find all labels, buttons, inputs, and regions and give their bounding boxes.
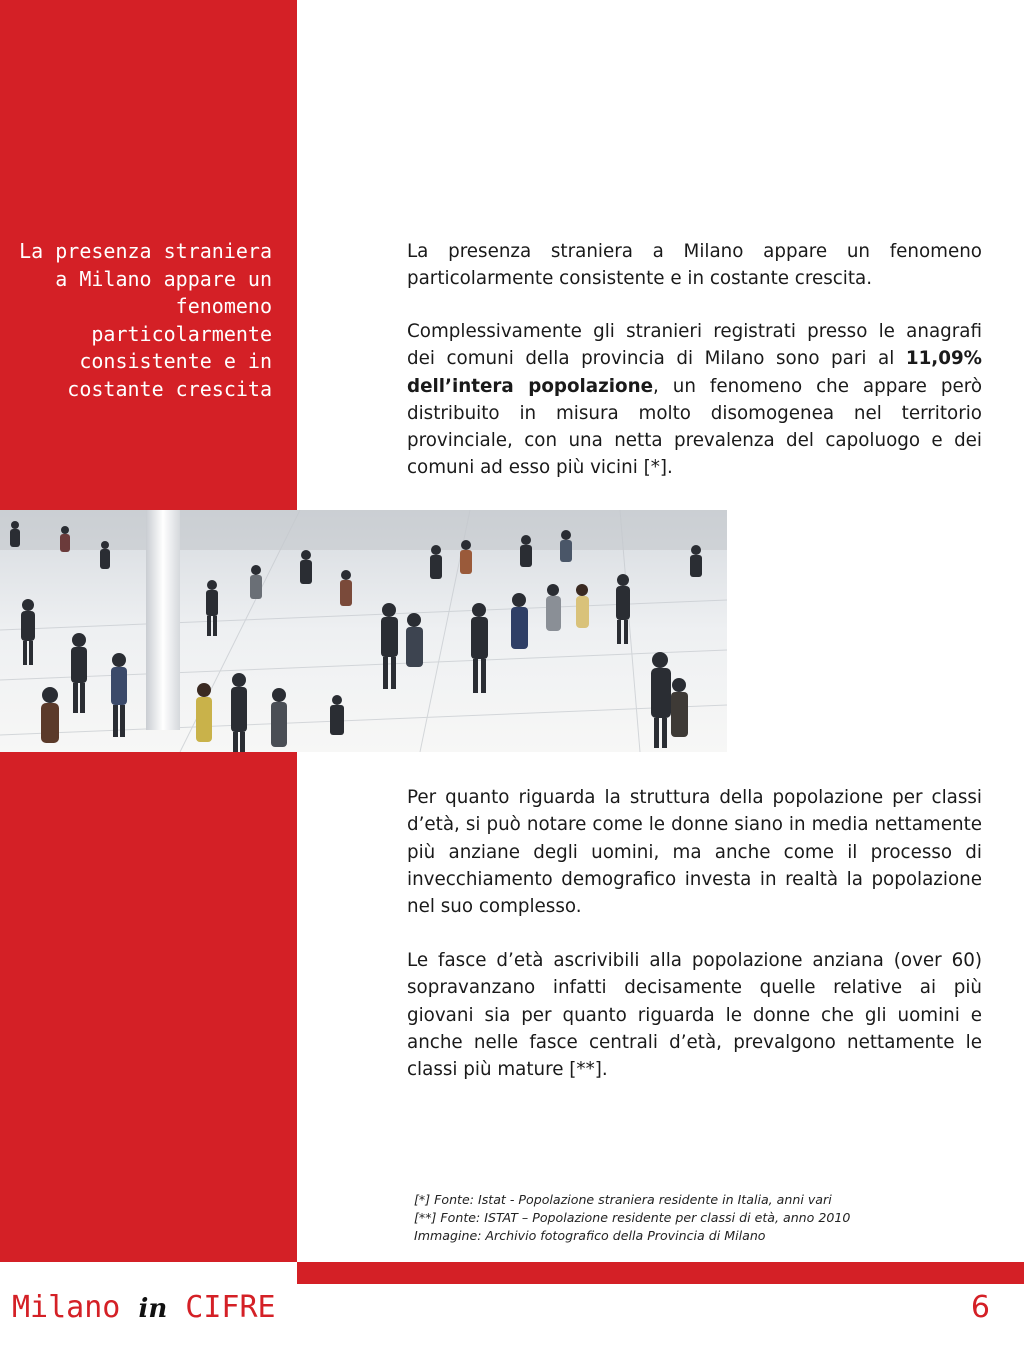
publication-title bbox=[12, 1290, 276, 1325]
paragraph-intro-text: La presenza straniera a Milano appare un fenomeno particolarmente consistente e in costante crescita. bbox=[407, 241, 982, 290]
image-credit: Immagine: Archivio fotografico della Provincia di Milano bbox=[414, 1228, 766, 1243]
pull-quote: La presenza straniera a Milano appare un fenomeno particolarmente consistente e in costante crescita bbox=[19, 239, 272, 401]
title-cifre: CIFRE bbox=[185, 1290, 276, 1325]
paragraph-struttura bbox=[407, 784, 982, 920]
title-in: in bbox=[138, 1294, 168, 1324]
crowd-photo bbox=[0, 510, 727, 752]
paragraph-stranieri-start: Complessivamente gli stranieri registrati presso le anagrafi dei comuni della provincia di Milano sono pari al bbox=[407, 321, 982, 370]
footnote-1: [*] Fonte: Istat - Popolazione straniera residente in Italia, anni vari bbox=[414, 1192, 832, 1207]
paragraph-fasce bbox=[407, 947, 982, 1083]
footer-bar bbox=[297, 1262, 1024, 1284]
paragraph-struttura-text: Per quanto riguarda la struttura della popolazione per classi d’età, si può notare come le donne siano in media nettamente più anziane degli uomini, ma anche come il processo di invecchiamento demografico investa in realtà la popolazione nel suo complesso. bbox=[407, 787, 982, 918]
highlight-percentage: 11,09% dell’intera popolazione bbox=[407, 348, 982, 397]
footnote-2: [**] Fonte: ISTAT – Popolazione residente per classi di età, anno 2010 bbox=[414, 1210, 851, 1225]
paragraph-intro bbox=[407, 238, 982, 293]
footnotes bbox=[414, 1191, 1014, 1245]
paragraph-fasce-text: Le fasce d’età ascrivibili alla popolazione anziana (over 60) sopravanzano infatti decisamente quelle relative ai più giovani sia per quanto riguarda le donne che gli uomini e anche nelle fasce centrali d’età, prevalgono nettamente le classi più mature [**]. bbox=[407, 950, 982, 1081]
paragraph-stranieri-end: , un fenomeno che appare però distribuito in misura molto disomogenea nel territorio provinciale, con una netta prevalenza del capoluogo e dei comuni ad esso più vicini [*]. bbox=[407, 375, 982, 479]
page-number: 6 bbox=[970, 1290, 990, 1325]
paragraph-stranieri bbox=[407, 318, 982, 482]
title-milano: Milano bbox=[12, 1290, 121, 1325]
